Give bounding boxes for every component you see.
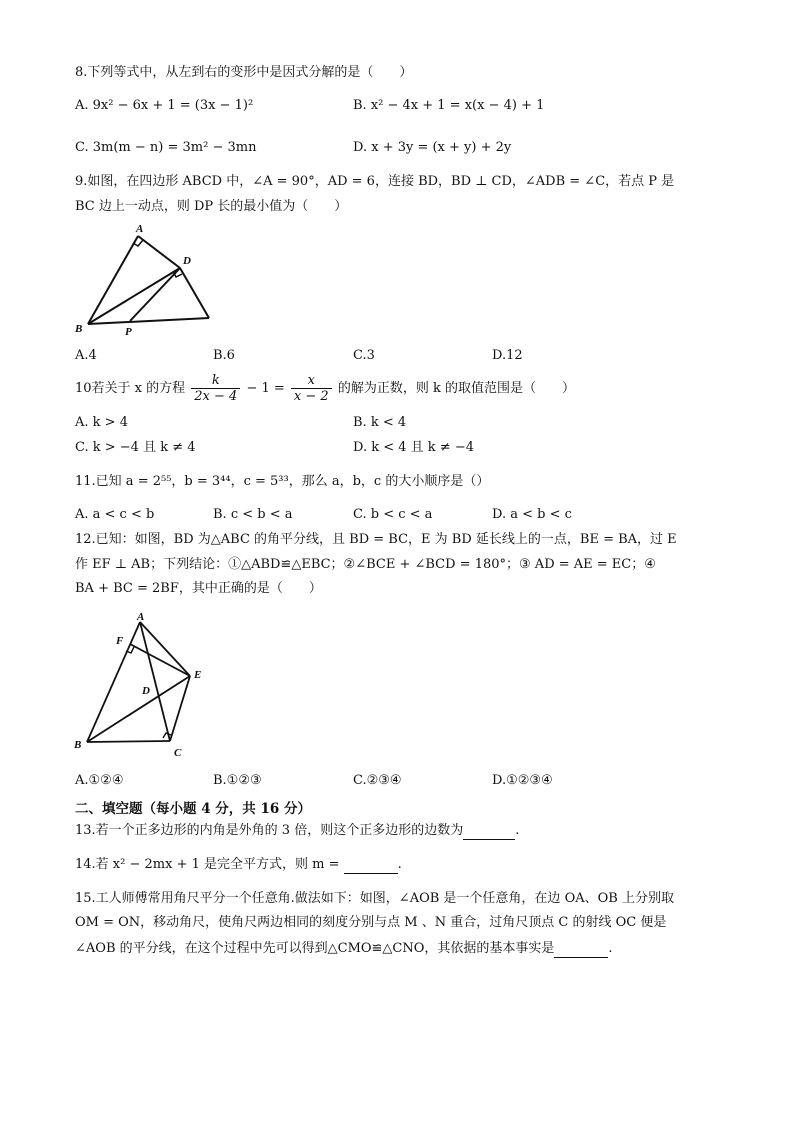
q10-frac1-denominator: 2x − 4 <box>194 389 238 404</box>
q14 <box>75 856 402 874</box>
q13-answer-blank[interactable] <box>463 825 515 840</box>
q11-stem: 11.已知 a = 2⁵⁵，b = 3⁴⁴，c = 5³³，那么 a，b，c 的大小顺序是（） <box>75 474 490 489</box>
q15-line2: OM = ON，移动角尺，使角尺两边相同的刻度分别与点 M 、N 重合，过角尺顶点 C 的射线 OC 便是 <box>75 915 667 930</box>
q10-stem-middle: − 1 = <box>246 381 285 396</box>
q9-stem-line1: 9.如图，在四边形 ABCD 中，∠A = 90°，AD = 6，连接 BD，BD ⊥ CD，∠ADB = ∠C，若点 P 是 <box>75 174 675 189</box>
q13-end: . <box>515 823 520 838</box>
q12-label-e: E <box>194 669 202 681</box>
q15-line3-text: ∠AOB 的平分线，在这个过程中先可以得到△CMO≌△CNO，其依据的基本事实是 <box>75 941 555 956</box>
q12-stem-line3: BA + BC = 2BF，其中正确的是（ ） <box>75 581 322 596</box>
q11-option-c: C. b < c < a <box>353 507 433 522</box>
q9-label-p: P <box>125 326 132 338</box>
q12-option-d: D.①②③④ <box>492 773 553 788</box>
q11-option-a: A. a < c < b <box>75 507 155 522</box>
q12-label-b: B <box>74 739 82 751</box>
q12-figure <box>70 608 210 763</box>
section-title: 二、填空题（每小题 4 分，共 16 分） <box>75 801 311 817</box>
q15-answer-blank[interactable] <box>554 943 608 958</box>
q10-option-d: D. k < 4 且 k ≠ −4 <box>353 440 474 455</box>
q14-text: 14.若 x² − 2mx + 1 是完全平方式，则 m = <box>75 857 340 872</box>
q9-label-a: A <box>136 223 144 235</box>
q12-option-c: C.②③④ <box>353 773 402 788</box>
q12-stem-line2: 作 EF ⊥ AB；下列结论：①△ABD≌△EBC；②∠BCE + ∠BCD = 180°；③ AD = AE = EC；④ <box>75 557 656 572</box>
q10-stem <box>75 370 575 408</box>
q12-option-b: B.①②③ <box>213 773 262 788</box>
q9-figure <box>72 222 222 342</box>
q10-option-b: B. k < 4 <box>353 415 407 430</box>
q12-label-c: C <box>174 747 182 759</box>
q10-frac2-denominator: x − 2 <box>293 389 329 404</box>
q12-label-d: D <box>142 685 150 697</box>
q14-answer-blank[interactable] <box>344 859 398 874</box>
q9-label-d: D <box>183 255 191 267</box>
q10-option-a: A. k > 4 <box>75 415 128 430</box>
q10-frac2-numerator: x <box>291 373 332 389</box>
q9-option-c: C.3 <box>353 348 375 363</box>
q15-line1: 15.工人师傅常用角尺平分一个任意角.做法如下：如图，∠AOB 是一个任意角，在边 OA、OB 上分别取 <box>75 891 674 906</box>
q8-option-c: C. 3m(m − n) = 3m² − 3mn <box>75 140 257 155</box>
q14-end: . <box>397 857 402 872</box>
q10-stem-end: 的解为正数，则 k 的取值范围是（ ） <box>337 381 575 396</box>
q9-option-a: A.4 <box>75 348 97 363</box>
q10-option-c: C. k > −4 且 k ≠ 4 <box>75 440 196 455</box>
q13-text: 13.若一个正多边形的内角是外角的 3 倍，则这个正多边形的边数为 <box>75 823 464 838</box>
q12-label-a: A <box>137 611 145 623</box>
q10-stem-start: 10若关于 x 的方程 <box>75 381 186 396</box>
q8-stem: 8.下列等式中，从左到右的变形中是因式分解的是（ ） <box>75 65 413 80</box>
q15-end: . <box>608 941 613 956</box>
q15-line3 <box>75 940 613 958</box>
q12-label-f: F <box>116 635 124 647</box>
q13 <box>75 822 519 840</box>
q9-option-b: B.6 <box>213 348 235 363</box>
q10-fraction-1 <box>191 373 240 404</box>
q9-option-d: D.12 <box>492 348 523 363</box>
q8-option-b: B. x² − 4x + 1 = x(x − 4) + 1 <box>353 98 545 113</box>
q8-option-a: A. 9x² − 6x + 1 = (3x − 1)² <box>75 98 254 113</box>
q10-fraction-2 <box>291 373 332 404</box>
q9-stem-line2: BC 边上一动点，则 DP 长的最小值为（ ） <box>75 199 348 214</box>
q11-option-d: D. a < b < c <box>492 507 572 522</box>
q11-option-b: B. c < b < a <box>213 507 293 522</box>
q12-stem-line1: 12.已知：如图，BD 为△ABC 的角平分线，且 BD = BC，E 为 BD 延长线上的一点，BE = BA，过 E <box>75 532 677 547</box>
q8-option-d: D. x + 3y = (x + y) + 2y <box>353 140 512 155</box>
q10-frac1-numerator: k <box>191 373 240 389</box>
q12-option-a: A.①②④ <box>75 773 124 788</box>
q9-label-b: B <box>75 323 83 335</box>
